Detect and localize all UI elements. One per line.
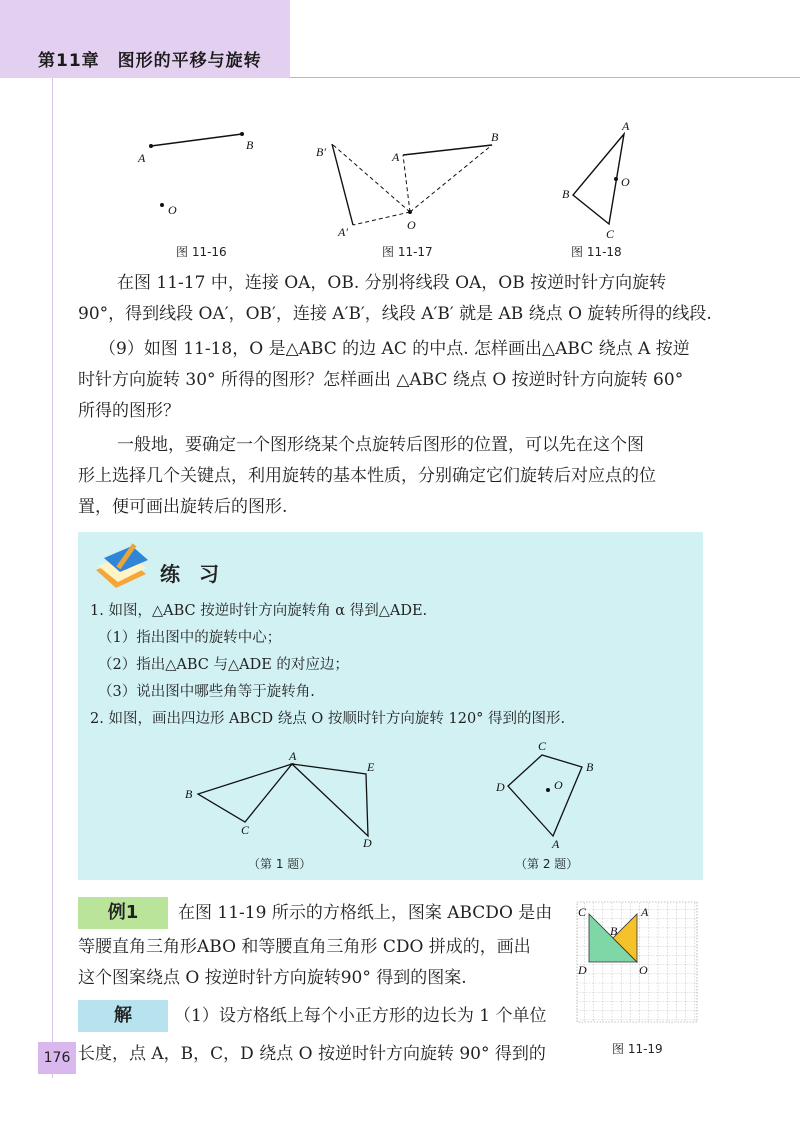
practice-q2: 2. 如图，画出四边形 ABCD 绕点 O 按顺时针方向旋转 120° 得到的图形. [90,711,566,727]
practice-q1: 1. 如图，△ABC 按逆时针方向旋转角 α 得到△ADE. [90,603,428,619]
practice-q1-part2: （2）指出△ABC 与△ADE 的对应边； [98,657,349,673]
triangle-abc [198,764,292,822]
example-tag: 例1 [78,897,168,929]
label-b: B [491,130,499,144]
practice-title: 练 习 [160,562,225,586]
segment-ab [151,134,242,146]
practice-q1-part1: （1）指出图中的旋转中心； [98,630,282,646]
label-o: O [639,963,648,977]
point-b [240,132,244,136]
label-a-prime: A′ [338,225,348,239]
segment-ab [403,145,492,155]
label-a: A [622,119,630,133]
label-b: B [586,760,594,774]
label-c: C [606,227,615,241]
figure-caption-11-18: 图 11-18 [571,245,622,259]
label-b: B [610,924,618,938]
label-b: B [562,187,570,201]
label-a: A [289,749,297,763]
point-a [149,144,153,148]
label-a: A [138,151,146,165]
paragraph-3-line-2: 形上选择几个关键点，利用旋转的基本性质，分别确定它们旋转后对应点的位 [78,466,656,486]
label-d: D [578,963,587,977]
label-e: E [367,760,375,774]
label-b-prime: B′ [316,145,326,159]
practice-figure-1 [185,749,375,850]
label-c: C [538,739,547,753]
label-a: A [641,905,649,919]
solution-line-1: （1）设方格纸上每个小正方形的边长为 1 个单位 [174,1006,547,1026]
paragraph-1-line-1: 在图 11-17 中，连接 OA，OB. 分别将线段 OA，OB 按逆时针方向旋转 [117,273,667,293]
paragraph-2-line-3: 所得的图形？ [78,401,180,421]
label-c: C [578,905,587,919]
label-d: D [363,836,372,850]
label-c: C [241,823,250,837]
label-b: B [246,138,254,152]
paragraph-3-line-1: 一般地，要确定一个图形绕某个点旋转后图形的位置，可以先在这个图 [117,435,644,455]
paragraph-2-line-2: 时针方向旋转 30° 所得的图形？怎样画出 △ABC 绕点 O 按逆时针方向旋转 60° [78,370,684,390]
label-a: A [392,150,400,164]
figure-11-19 [575,900,705,1030]
point-o [160,203,164,207]
segment-a-prime-b-prime [332,144,353,225]
chapter-title: 第11章 图形的平移与旋转 [38,51,262,71]
practice-q1-part3: （3）说出图中哪些角等于旋转角. [98,684,315,700]
label-d: D [496,780,505,794]
example-line-2: 等腰直角三角形ABO 和等腰直角三角形 CDO 拼成的，画出 [78,937,531,957]
label-b: B [185,787,193,801]
quadrilateral-abcd [508,755,582,836]
figure-11-17 [316,130,499,239]
header-divider [290,77,800,78]
practice-figure-1-caption: （第 1 题） [248,857,312,871]
label-o: O [407,218,416,232]
figure-caption-11-17: 图 11-17 [382,245,433,259]
page-number: 176 [38,1042,76,1074]
label-a: A [552,837,560,851]
figure-11-18 [562,119,630,241]
label-o: O [621,175,630,189]
practice-figure-2 [495,739,594,851]
solution-line-2: 长度，点 A，B，C，D 绕点 O 按逆时针方向旋转 90° 得到的 [78,1044,546,1064]
label-o: O [554,778,563,792]
dashed-oa [403,155,410,212]
point-o [408,210,412,214]
figure-caption-11-16: 图 11-16 [176,245,227,259]
solution-tag: 解 [78,1000,168,1032]
example-line-3: 这个图案绕点 O 按逆时针方向旋转90° 得到的图案. [78,968,467,988]
label-o: O [168,203,177,217]
triangle-ade [292,764,368,836]
paragraph-2-line-1: （9）如图 11-18，O 是△ABC 的边 AC 的中点. 怎样画出△ABC 绕点 A 按逆 [99,339,690,359]
paragraph-1-line-2: 90°，得到线段 OA′，OB′，连接 A′B′，线段 A′B′ 就是 AB 绕点 O 旋转所得的线段. [78,304,712,324]
practice-figures [0,735,800,855]
practice-figure-2-caption: （第 2 题） [515,857,579,871]
dashed-oa-prime [353,212,410,225]
point-o [614,177,618,181]
paragraph-3-line-3: 置，便可画出旋转后的图形. [78,497,288,517]
notebook-pencil-icon [90,540,154,592]
figure-11-16 [137,132,254,217]
figure-caption-11-19: 图 11-19 [612,1042,663,1056]
example-line-1: 在图 11-19 所示的方格纸上，图案 ABCDO 是由 [178,903,553,923]
dashed-ob [410,145,492,212]
point-o [546,788,550,792]
figures-row [0,110,800,245]
